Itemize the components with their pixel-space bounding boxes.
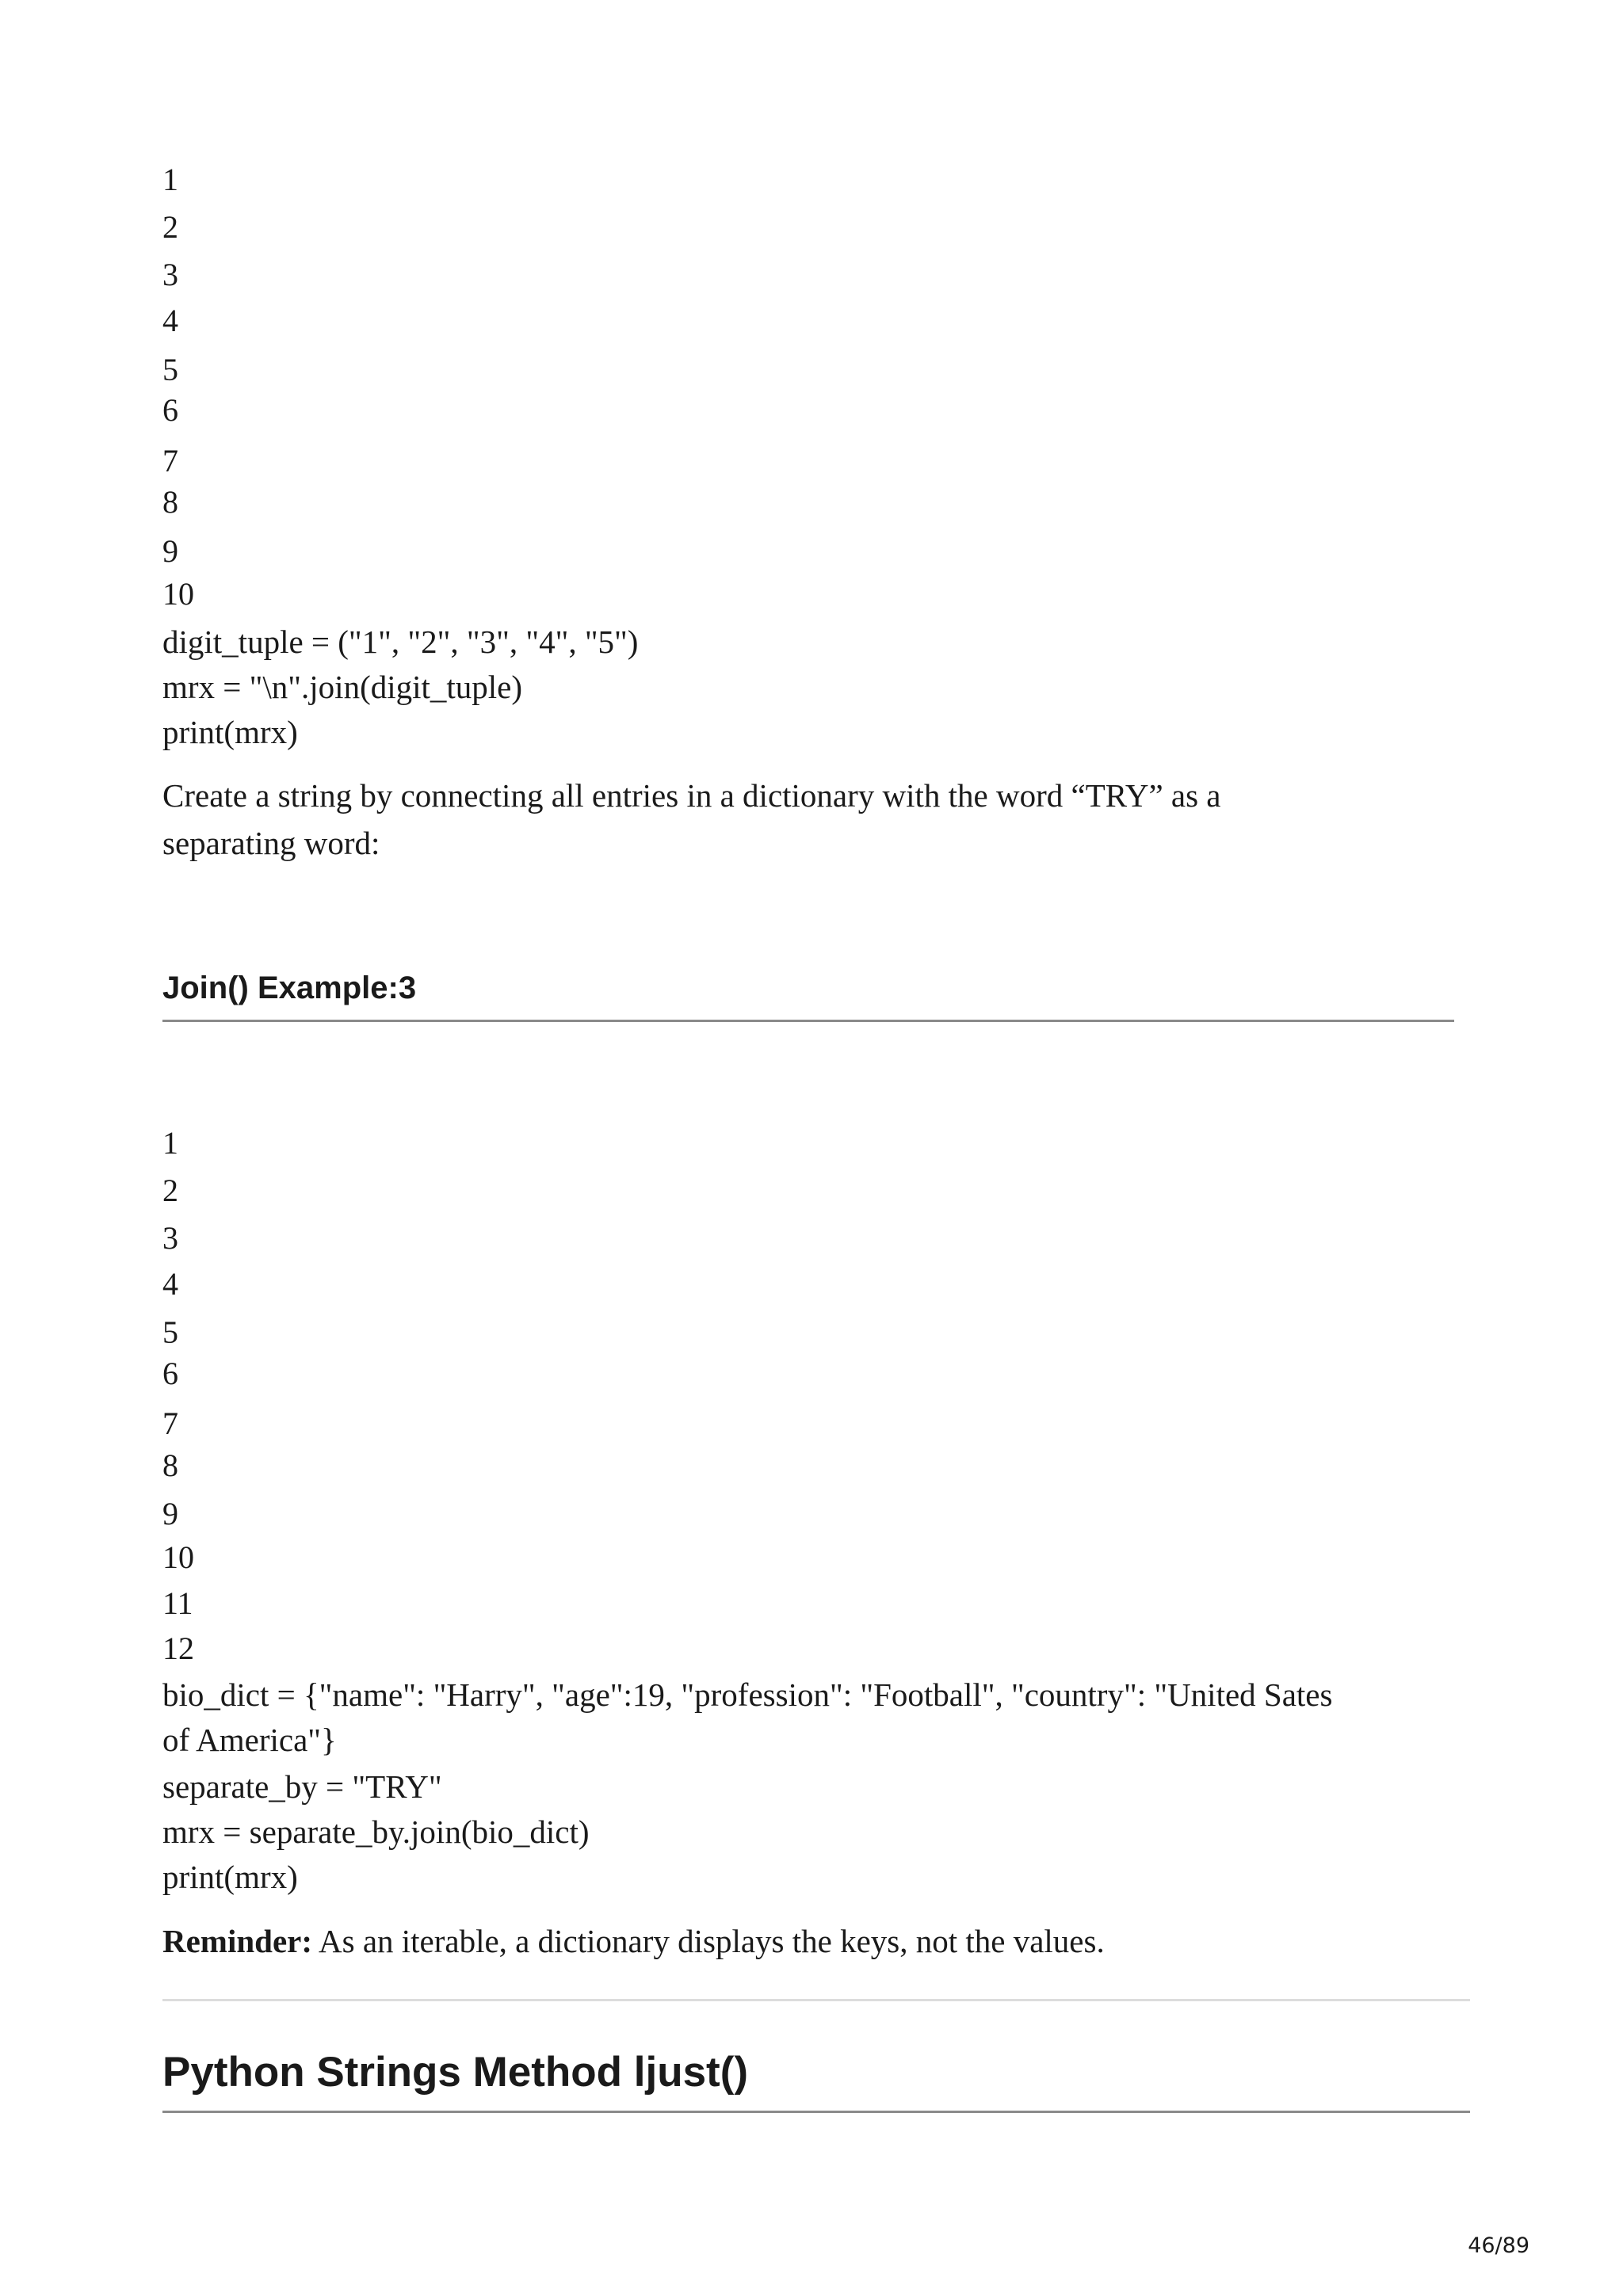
line-number: 1 xyxy=(162,1125,178,1161)
code-line: print(mrx) xyxy=(162,714,298,750)
reminder-label: Reminder: xyxy=(162,1923,313,1959)
paragraph-line: separating word: xyxy=(162,825,380,861)
code-line: of America"} xyxy=(162,1722,337,1758)
line-number: 7 xyxy=(162,443,178,479)
line-number: 2 xyxy=(162,209,178,245)
code-line: mrx = "\n".join(digit_tuple) xyxy=(162,669,523,705)
code-line: print(mrx) xyxy=(162,1859,298,1895)
line-number: 5 xyxy=(162,352,178,387)
line-number: 5 xyxy=(162,1314,178,1350)
page-number: 46/89 xyxy=(1468,2233,1529,2258)
code-line: bio_dict = {"name": "Harry", "age":19, "profession": "Football", "country": "United Sates xyxy=(162,1676,1333,1713)
section-title: Python Strings Method ljust() xyxy=(162,2049,748,2096)
line-number: 8 xyxy=(162,484,178,520)
paragraph-line: Create a string by connecting all entries in a dictionary with the word “TRY” as a xyxy=(162,777,1221,814)
line-number: 6 xyxy=(162,392,178,428)
reminder-paragraph xyxy=(162,1917,1105,1965)
example-heading: Join() Example:3 xyxy=(162,971,417,1005)
line-number: 4 xyxy=(162,303,178,338)
line-number: 9 xyxy=(162,533,178,569)
code-line: digit_tuple = ("1", "2", "3", "4", "5") xyxy=(162,624,639,660)
line-number: 12 xyxy=(162,1630,194,1666)
line-number: 9 xyxy=(162,1496,178,1531)
reminder-text: As an iterable, a dictionary displays the keys, not the values. xyxy=(312,1923,1105,1959)
heading-underline xyxy=(162,1020,1454,1022)
line-number: 7 xyxy=(162,1405,178,1441)
line-number: 3 xyxy=(162,1220,178,1256)
line-number: 8 xyxy=(162,1447,178,1483)
line-number: 6 xyxy=(162,1356,178,1391)
section-divider xyxy=(162,1999,1470,2001)
line-number: 2 xyxy=(162,1173,178,1208)
line-number: 10 xyxy=(162,576,194,612)
line-number: 3 xyxy=(162,257,178,292)
line-number: 1 xyxy=(162,162,178,197)
section-title-underline xyxy=(162,2111,1470,2113)
line-number: 4 xyxy=(162,1266,178,1302)
line-number: 10 xyxy=(162,1539,194,1575)
line-number: 11 xyxy=(162,1585,193,1621)
code-line: mrx = separate_by.join(bio_dict) xyxy=(162,1814,590,1850)
code-line: separate_by = "TRY" xyxy=(162,1768,442,1805)
